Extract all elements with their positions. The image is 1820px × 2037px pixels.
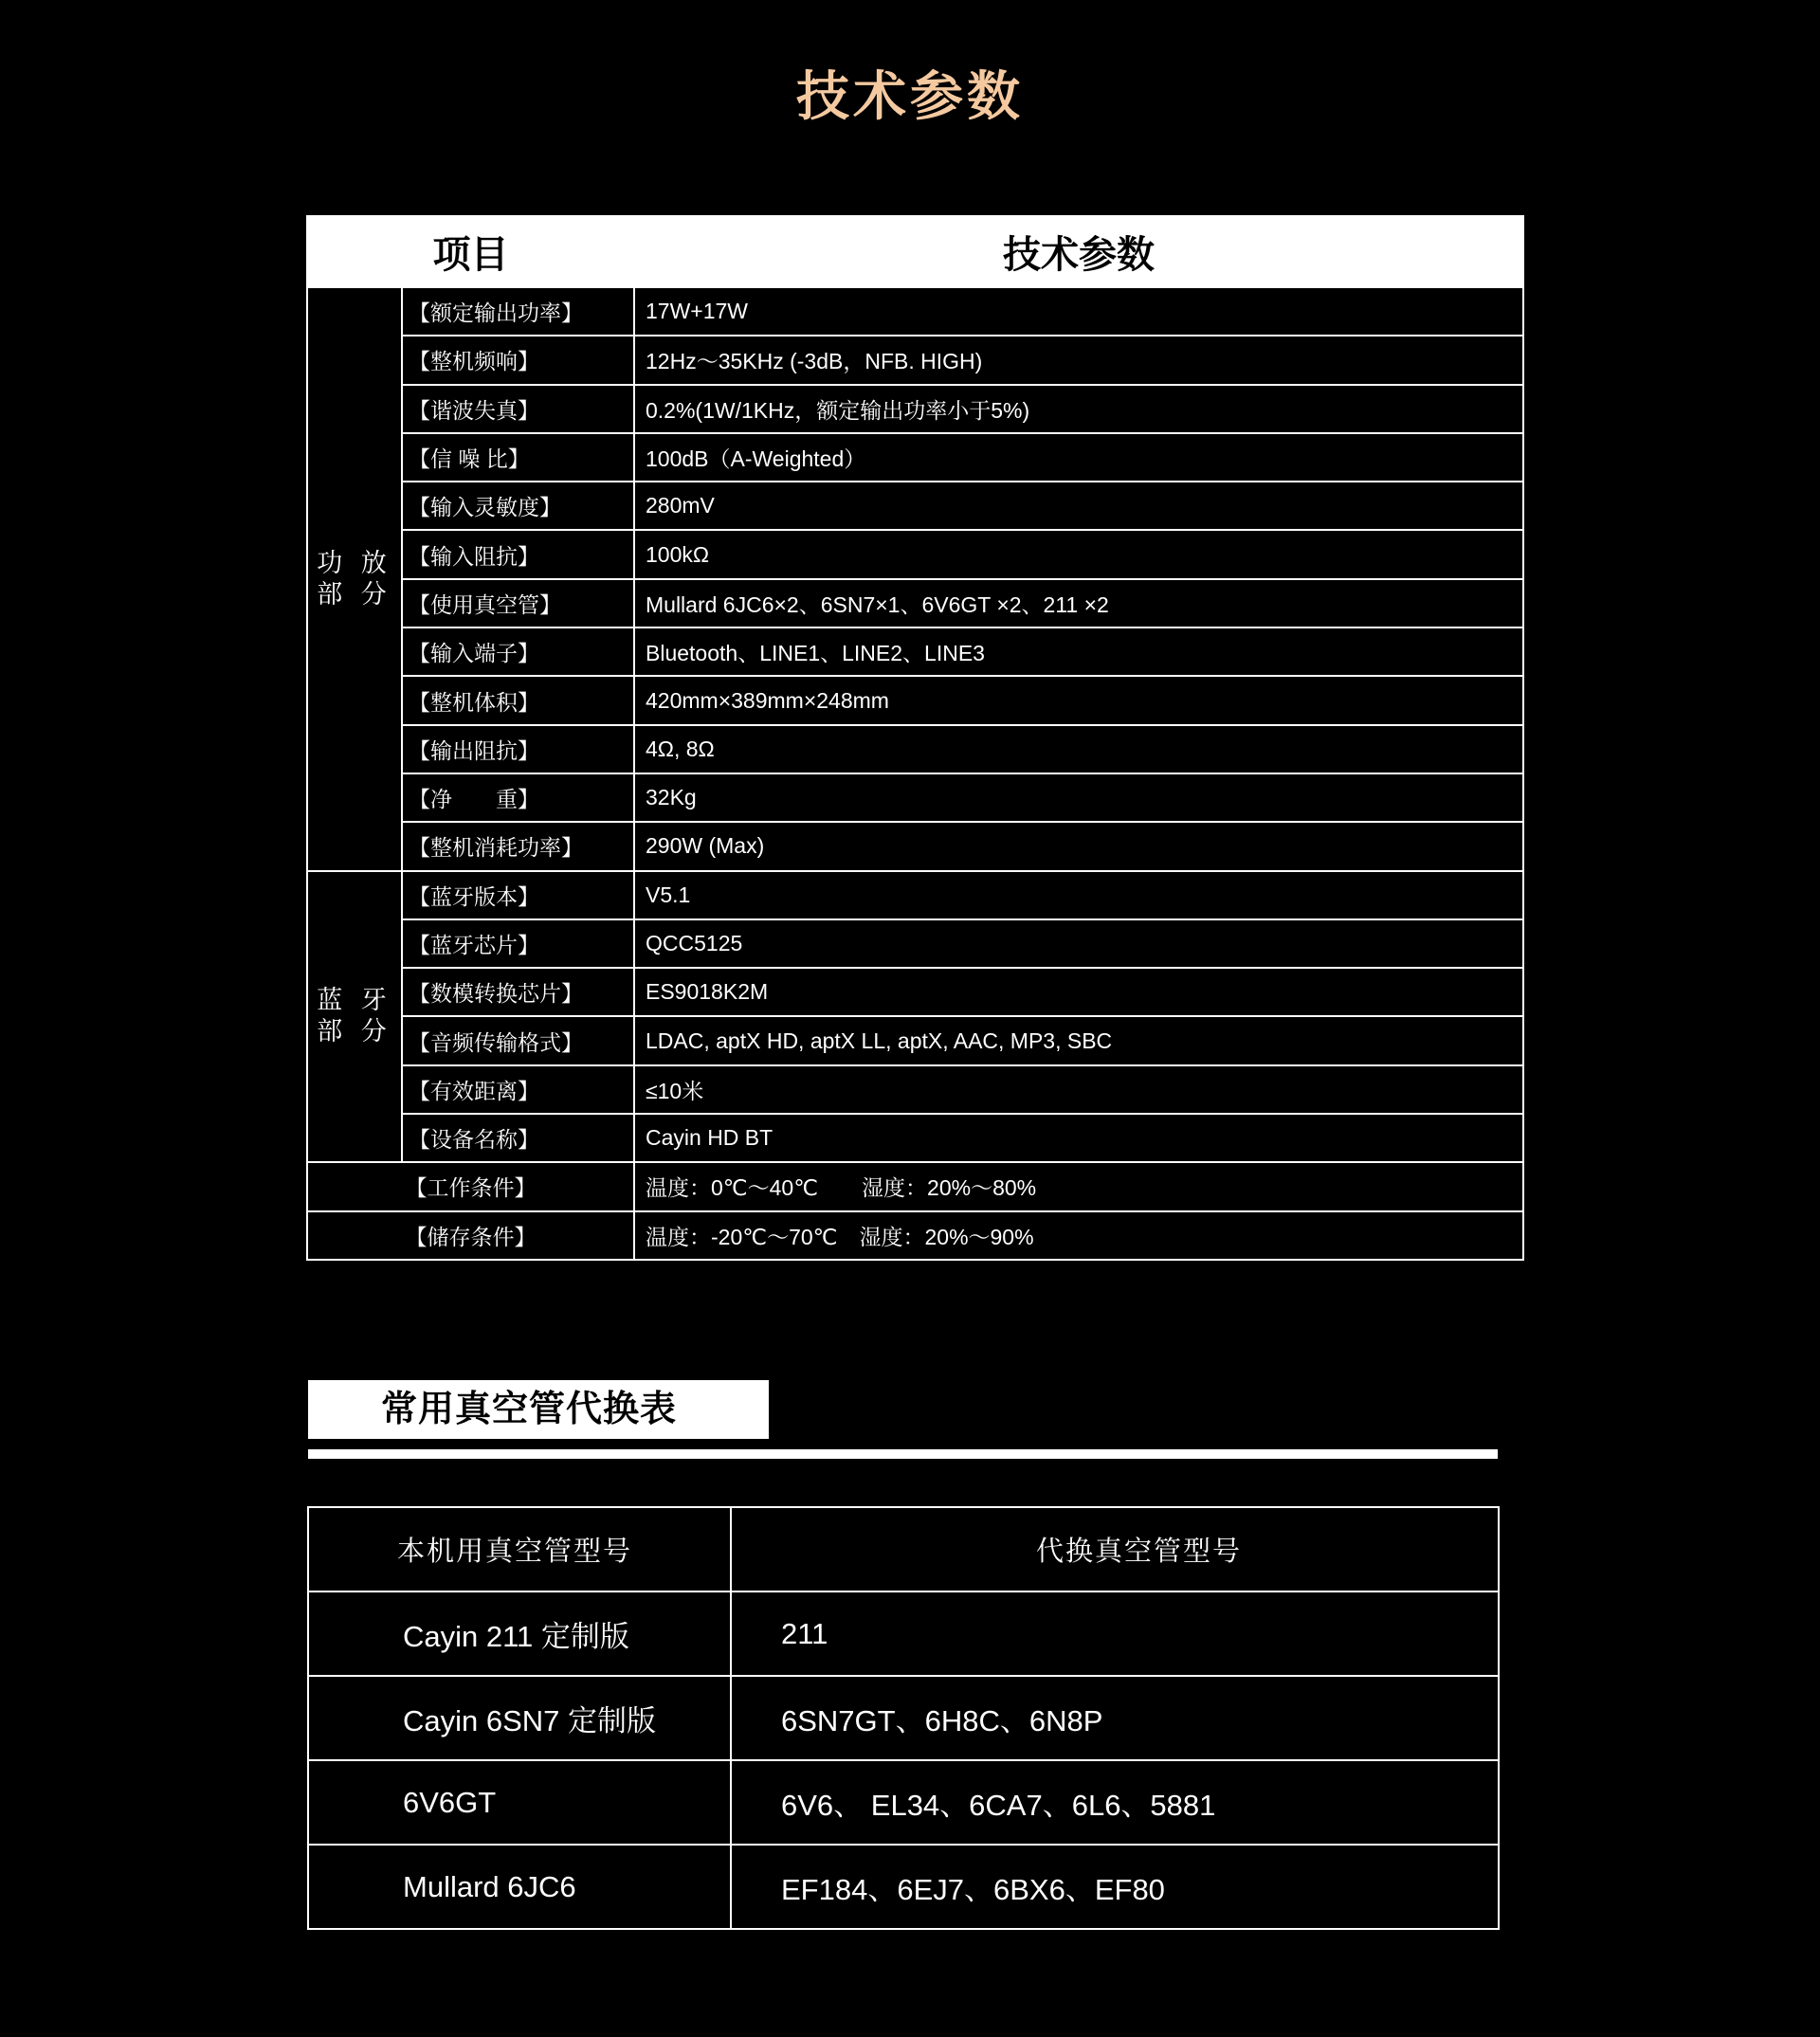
spec-item-value: LDAC, aptX HD, aptX LL, aptX, AAC, MP3, SBC bbox=[634, 1016, 1523, 1064]
spec-item-label: 【设备名称】 bbox=[402, 1114, 634, 1162]
spec-item-label: 【有效距离】 bbox=[402, 1065, 634, 1114]
spec-item-value: 280mV bbox=[634, 482, 1523, 530]
spec-row bbox=[307, 627, 1523, 676]
spec-group-label bbox=[307, 871, 402, 1163]
spec-condition-label: 【工作条件】 bbox=[307, 1162, 634, 1210]
spec-item-value: 290W (Max) bbox=[634, 822, 1523, 870]
tube-row bbox=[308, 1760, 1499, 1845]
tube-row bbox=[308, 1676, 1499, 1760]
spec-item-label: 【数模转换芯片】 bbox=[402, 968, 634, 1016]
spec-item-label: 【整机消耗功率】 bbox=[402, 822, 634, 870]
spec-header-item: 项目 bbox=[307, 216, 634, 287]
spec-row bbox=[307, 871, 1523, 919]
spec-item-label: 【输入阻抗】 bbox=[402, 530, 634, 578]
spec-table bbox=[306, 215, 1524, 1261]
spec-condition-value: 温度：-20℃～70℃ 湿度：20%～90% bbox=[634, 1211, 1523, 1260]
tube-original: Mullard 6JC6 bbox=[308, 1845, 731, 1929]
spec-item-value: ≤10米 bbox=[634, 1065, 1523, 1114]
spec-item-value: Cayin HD BT bbox=[634, 1114, 1523, 1162]
tube-row bbox=[308, 1591, 1499, 1676]
spec-condition-row bbox=[307, 1162, 1523, 1210]
spec-header-param: 技术参数 bbox=[634, 216, 1523, 287]
spec-item-label: 【音频传输格式】 bbox=[402, 1016, 634, 1064]
tube-replacement: EF184、6EJ7、6BX6、EF80 bbox=[731, 1845, 1499, 1929]
spec-condition-row bbox=[307, 1211, 1523, 1260]
tube-header-row bbox=[308, 1507, 1499, 1591]
spec-row bbox=[307, 336, 1523, 384]
spec-item-label: 【输入端子】 bbox=[402, 627, 634, 676]
spec-item-label: 【整机频响】 bbox=[402, 336, 634, 384]
spec-body bbox=[307, 287, 1523, 1260]
spec-item-value: V5.1 bbox=[634, 871, 1523, 919]
spec-row bbox=[307, 1114, 1523, 1162]
spec-item-label: 【谐波失真】 bbox=[402, 385, 634, 433]
spec-row bbox=[307, 919, 1523, 968]
spec-row bbox=[307, 725, 1523, 773]
spec-group-label bbox=[307, 287, 402, 871]
spec-item-value: 12Hz～35KHz (-3dB，NFB. HIGH) bbox=[634, 336, 1523, 384]
spec-item-label: 【输入灵敏度】 bbox=[402, 482, 634, 530]
tube-header-original: 本机用真空管型号 bbox=[308, 1507, 731, 1591]
tube-section-title: 常用真空管代换表 bbox=[308, 1380, 769, 1439]
page-title: 技术参数 bbox=[796, 66, 1024, 126]
spec-group-label-line: 部 分 bbox=[317, 579, 392, 609]
spec-item-value: Mullard 6JC6×2、6SN7×1、6V6GT ×2、211 ×2 bbox=[634, 579, 1523, 627]
tube-original: 6V6GT bbox=[308, 1760, 731, 1845]
spec-row bbox=[307, 579, 1523, 627]
spec-item-value: 0.2%(1W/1KHz，额定输出功率小于5%) bbox=[634, 385, 1523, 433]
spec-item-value: 4Ω, 8Ω bbox=[634, 725, 1523, 773]
spec-item-value: 100dB（A-Weighted） bbox=[634, 433, 1523, 482]
spec-item-value: QCC5125 bbox=[634, 919, 1523, 968]
spec-item-label: 【净 重】 bbox=[402, 773, 634, 822]
spec-row bbox=[307, 1016, 1523, 1064]
spec-row bbox=[307, 676, 1523, 724]
tube-header-replacement: 代换真空管型号 bbox=[731, 1507, 1499, 1591]
tube-row bbox=[308, 1845, 1499, 1929]
tube-replacement: 211 bbox=[731, 1591, 1499, 1676]
section-divider bbox=[308, 1449, 1498, 1459]
spec-row bbox=[307, 433, 1523, 482]
spec-row bbox=[307, 385, 1523, 433]
spec-row bbox=[307, 773, 1523, 822]
spec-group-label-line: 部 分 bbox=[317, 1017, 392, 1046]
spec-item-value: Bluetooth、LINE1、LINE2、LINE3 bbox=[634, 627, 1523, 676]
spec-item-label: 【信 噪 比】 bbox=[402, 433, 634, 482]
spec-item-label: 【输出阻抗】 bbox=[402, 725, 634, 773]
tube-original: Cayin 6SN7 定制版 bbox=[308, 1676, 731, 1760]
spec-group-label-line: 蓝 牙 bbox=[317, 986, 392, 1015]
spec-row bbox=[307, 1065, 1523, 1114]
spec-row bbox=[307, 287, 1523, 336]
tube-original: Cayin 211 定制版 bbox=[308, 1591, 731, 1676]
tube-table bbox=[307, 1506, 1500, 1930]
spec-row bbox=[307, 968, 1523, 1016]
spec-condition-label: 【储存条件】 bbox=[307, 1211, 634, 1260]
spec-item-label: 【蓝牙版本】 bbox=[402, 871, 634, 919]
spec-item-value: 17W+17W bbox=[634, 287, 1523, 336]
spec-item-label: 【蓝牙芯片】 bbox=[402, 919, 634, 968]
spec-header-row bbox=[307, 216, 1523, 287]
spec-row bbox=[307, 530, 1523, 578]
spec-item-label: 【整机体积】 bbox=[402, 676, 634, 724]
spec-group-label-line: 功 放 bbox=[317, 548, 392, 577]
spec-item-label: 【额定输出功率】 bbox=[402, 287, 634, 336]
spec-item-value: 420mm×389mm×248mm bbox=[634, 676, 1523, 724]
spec-row bbox=[307, 482, 1523, 530]
spec-item-value: ES9018K2M bbox=[634, 968, 1523, 1016]
spec-item-value: 32Kg bbox=[634, 773, 1523, 822]
spec-item-value: 100kΩ bbox=[634, 530, 1523, 578]
tube-replacement: 6V6、 EL34、6CA7、6L6、5881 bbox=[731, 1760, 1499, 1845]
tube-replacement: 6SN7GT、6H8C、6N8P bbox=[731, 1676, 1499, 1760]
spec-condition-value: 温度：0℃～40℃ 湿度：20%～80% bbox=[634, 1162, 1523, 1210]
spec-row bbox=[307, 822, 1523, 870]
tube-body bbox=[308, 1507, 1499, 1929]
spec-item-label: 【使用真空管】 bbox=[402, 579, 634, 627]
